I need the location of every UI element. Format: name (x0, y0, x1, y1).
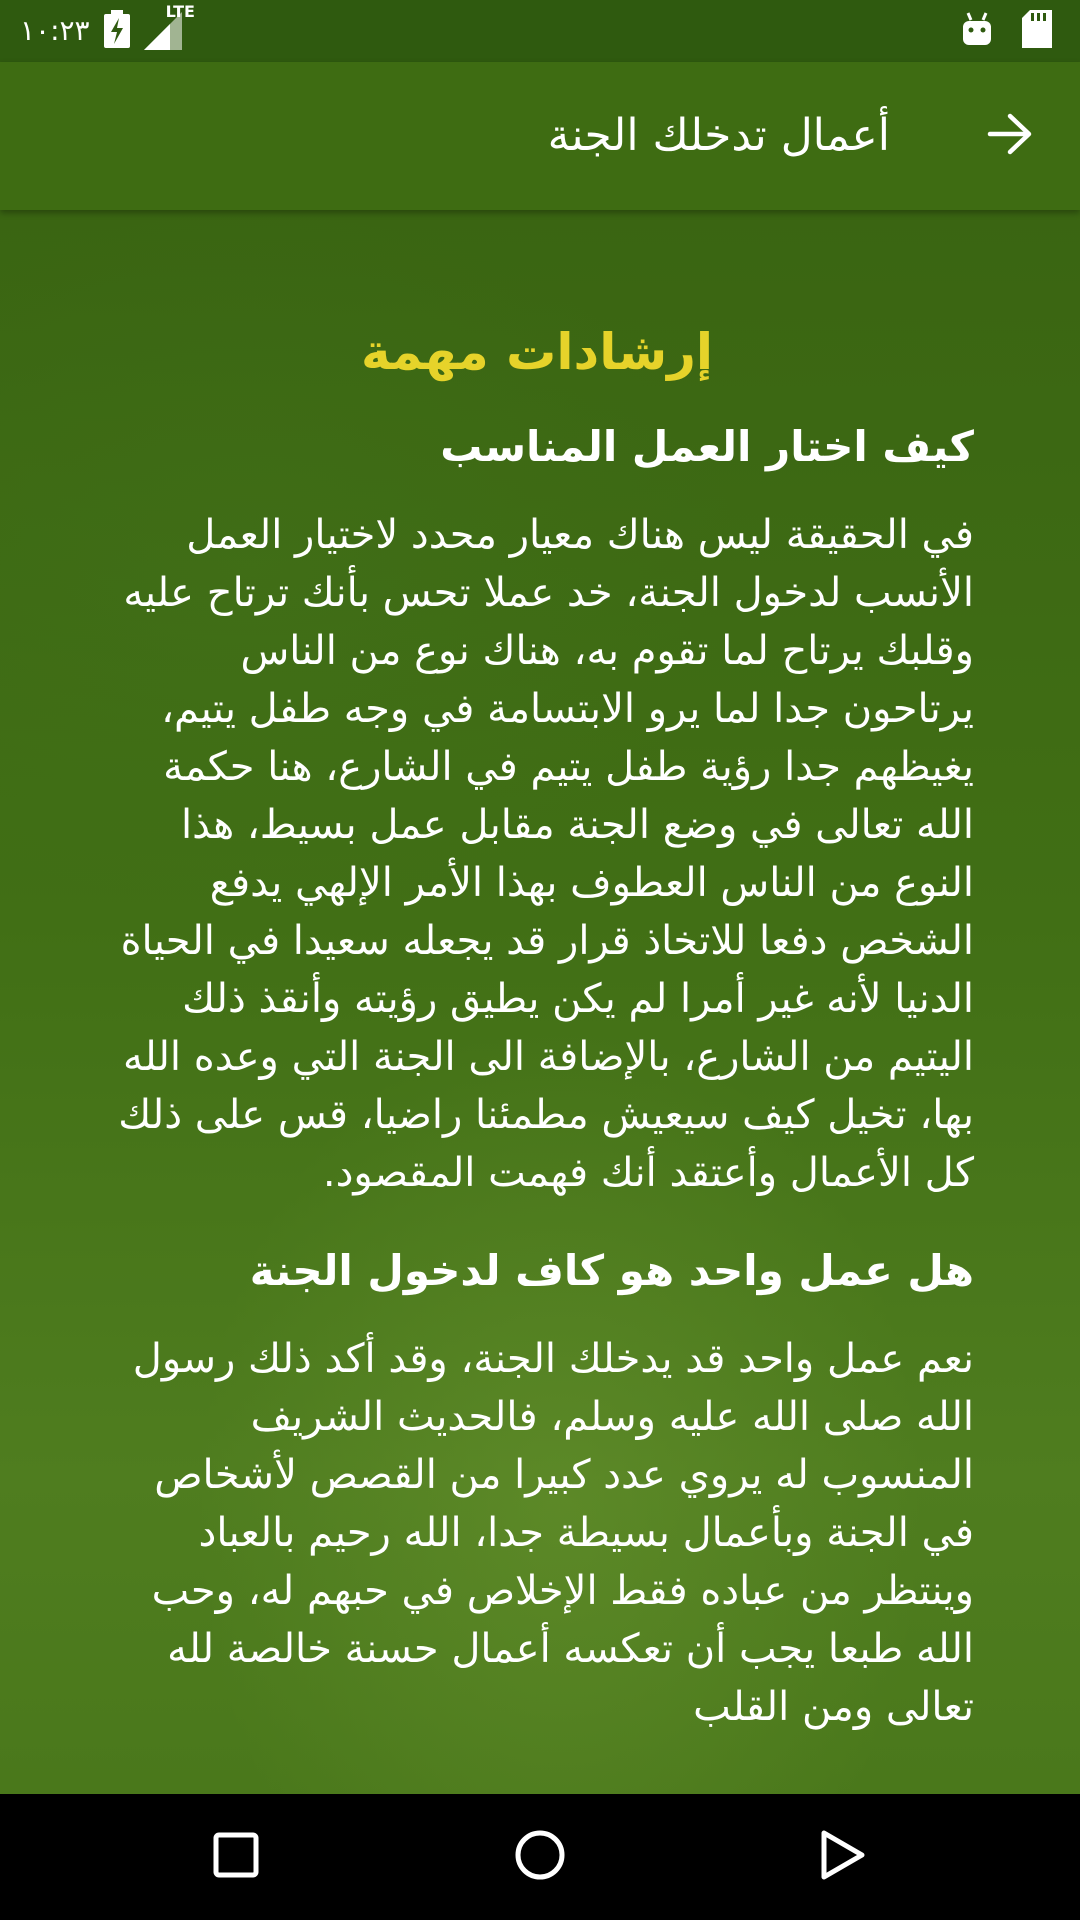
content-area[interactable] (0, 210, 1080, 1794)
nav-back-button[interactable] (804, 1818, 882, 1896)
home-circle-icon (513, 1828, 567, 1886)
arrow-right-icon (986, 112, 1034, 160)
recents-button[interactable] (197, 1818, 275, 1896)
network-type-label: LTE (165, 2, 195, 21)
signal-icon (144, 2, 195, 54)
section-one-action-enough (100, 1242, 974, 1736)
sd-card-icon (1022, 10, 1052, 52)
page-title: إرشادات مهمة (360, 323, 714, 381)
section-heading: هل عمل واحد هو كاف لدخول الجنة (249, 1246, 974, 1295)
back-button[interactable] (980, 106, 1040, 166)
android-icon (960, 11, 994, 51)
recents-square-icon (212, 1831, 260, 1883)
back-triangle-icon (818, 1828, 868, 1886)
app-title: أعمال تدخلك الجنة (547, 110, 890, 161)
navigation-bar (0, 1794, 1080, 1920)
status-right-group (960, 8, 1052, 54)
section-choose-action (100, 418, 974, 1202)
home-button[interactable] (501, 1818, 579, 1896)
section-body: نعم عمل واحد قد يدخلك الجنة، وقد أكد ذلك رسول الله صلى الله عليه وسلم، فالحديث الشريف المنسوب له يروي عدد كبيرا من القصص لأشخاص في الجنة وبأعمال بسيطة جدا، الله رحيم بالعباد وينتظر من عباده فقط الإخلاص في حبهم له، وحب الله طبعا يجب أن تعكسه أعمال حسنة خالصة لله تعالى ومن القلب (132, 1336, 974, 1730)
battery-charging-icon (104, 10, 130, 52)
status-left-group (20, 2, 195, 54)
status-time: ١٠:٢٣ (20, 14, 90, 47)
app-bar (0, 62, 1080, 210)
status-bar (0, 0, 1080, 62)
section-heading: كيف اختار العمل المناسب (440, 422, 974, 471)
section-body: في الحقيقة ليس هناك معيار محدد لاختيار العمل الأنسب لدخول الجنة، خد عملا تحس بأنك ترتاح عليه وقلبك يرتاح لما تقوم به، هناك نوع من الناس يرتاحون جدا لما يرو الابتسامة في وجه طفل يتيم، يغيظهم جدا رؤية طفل يتيم في الشارع، هنا حكمة الله تعالى في وضع الجنة مقابل عمل بسيط، هذا النوع من الناس العطوف بهذا الأمر الإلهي يدفع الشخص دفعا للاتخاذ قرار قد يجعله سعيدا في الحياة الدنيا لأنه غير أمرا لم يكن يطيق رؤيته وأنقذ ذلك اليتيم من الشارع، بالإضافة الى الجنة التي وعده الله بها، تخيل كيف سيعيش مطمئنا راضيا، قس على ذلك كل الأعمال وأعتقد أنك فهمت المقصود. (118, 512, 974, 1196)
article (100, 320, 974, 1776)
